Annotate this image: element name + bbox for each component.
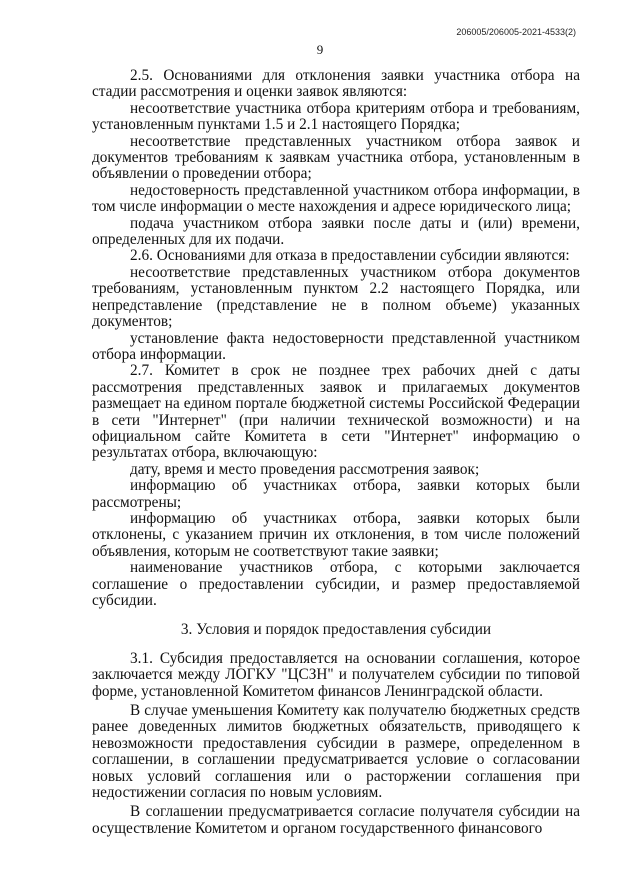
- paragraph-2-6-item: установление факта недостоверности представленной участником отбора информации.: [92, 329, 580, 363]
- paragraph-2-5-item: несоответствие участника отбора критериям отбора и требованиям, установленным пунктами 1.5 и 2.1 настоящего Порядка;: [92, 99, 580, 134]
- paragraph-2-6-item: несоответствие представленных участником отбора документов требованиям, установленным пунктом 2.2 настоящего Порядка, или непредставление (представление не в полном объеме) указанных документов;: [92, 263, 580, 331]
- document-id: 206005/206005-2021-4533(2): [456, 27, 576, 37]
- paragraph-2-5: 2.5. Основаниями для отклонения заявки участника отбора на стадии рассмотрения и оценки заявок являются:: [92, 67, 580, 101]
- paragraph-2-7-item: наименование участников отбора, с которыми заключается соглашение о предоставлении субсидии, и размер предоставляемой субсидии.: [92, 559, 580, 609]
- paragraph-2-5-item: недостоверность представленной участником отбора информации, в том числе информации о месте нахождения и адресе юридического лица;: [92, 181, 580, 216]
- paragraph-2-7: 2.7. Комитет в срок не позднее трех рабочих дней с даты рассмотрения представленных заявок и прилагаемых документов размещает на едином портале бюджетной системы Российской Федерации в сети "Интернет" (при наличии технической возможности) и на официальном сайте Комитета в сети "Интернет" информацию о результатах отбора, включающую:: [92, 362, 580, 462]
- section-heading: 3. Условия и порядок предоставления субсидии: [180, 621, 492, 639]
- paragraph-2-5-item: несоответствие представленных участником отбора заявок и документов требованиям к заявкам участника отбора, установленным в объявлении о проведении отбора;: [92, 132, 580, 183]
- paragraph-2-7-item: дату, время и место проведения рассмотрения заявок;: [130, 460, 480, 478]
- paragraph-3-1-item: В случае уменьшения Комитету как получателю бюджетных средств ранее доведенных лимитов бюджетных обязательств, приводящего к невозможности предоставления субсидии в размере, определенном в соглашении, в соглашении предусматривается условие о согласовании новых условий соглашения или о расторжении соглашения при недостижении согласия по новым условиям.: [92, 702, 580, 802]
- paragraph-3-1: 3.1. Субсидия предоставляется на основании соглашения, которое заключается между ЛОГКУ "ЦСЗН" и получателем субсидии по типовой форме, установленной Комитетом финансов Ленинградской области.: [92, 649, 580, 700]
- paragraph-2-7-item: информацию об участниках отбора, заявки которых были рассмотрены;: [92, 477, 580, 511]
- paragraph-2-5-item: подача участником отбора заявки после даты и (или) времени, определенных для их подачи.: [92, 214, 580, 249]
- paragraph-3-1-item: В соглашении предусматривается согласие получателя субсидии на осуществление Комитетом и органом государственного финансового: [92, 803, 580, 837]
- paragraph-2-7-item: информацию об участниках отбора, заявки которых были отклонены, с указанием причин их отклонения, в том числе положений объявления, которым не соответствуют такие заявки;: [92, 509, 580, 560]
- page-number: 9: [316, 42, 324, 57]
- document-body: [92, 68, 580, 837]
- paragraph-2-6: 2.6. Основаниями для отказа в предоставлении субсидии являются:: [130, 247, 570, 265]
